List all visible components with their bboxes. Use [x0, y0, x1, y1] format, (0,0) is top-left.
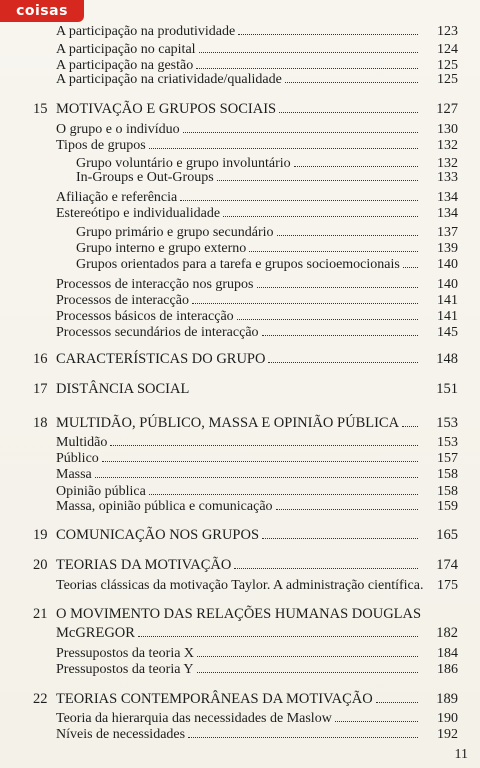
dot-leader — [234, 567, 418, 569]
toc-page-number: 141 — [437, 293, 458, 308]
toc-entry-title: Níveis de necessidades — [56, 727, 186, 742]
dot-leader — [276, 508, 418, 510]
toc-entry-title: Grupos orientados para a tarefa e grupos socioemocionais — [76, 257, 400, 272]
dot-leader — [197, 655, 418, 657]
dot-leader — [403, 266, 418, 268]
dot-leader — [192, 302, 418, 304]
dot-leader — [335, 720, 418, 722]
toc-entry-title: Multidão — [56, 435, 108, 450]
toc-entry-row — [76, 253, 458, 273]
toc-page-number: 148 — [436, 351, 458, 367]
toc-entry-title: Processos de interacção nos grupos — [56, 277, 254, 292]
toc-page-number: 132 — [437, 156, 458, 171]
dot-leader — [238, 33, 418, 35]
toc-entry-title: Grupo primário e grupo secundário — [76, 225, 274, 240]
chapter-number: 22 — [33, 691, 48, 707]
toc-page-number: 134 — [437, 190, 458, 205]
toc-page-number: 141 — [437, 309, 458, 324]
toc-page-number: 158 — [437, 467, 458, 482]
toc-entry-title: TEORIAS DA MOTIVAÇÃO — [56, 557, 232, 573]
dot-leader — [262, 334, 418, 336]
toc-entry-title: Teoria da hierarquia das necessidades de Maslow — [56, 711, 332, 726]
dot-leader — [268, 361, 418, 363]
toc-entry-title: MOTIVAÇÃO E GRUPOS SOCIAIS — [56, 101, 277, 117]
toc-entry-row — [56, 20, 458, 40]
toc-entry-title: Grupo interno e grupo externo — [76, 241, 247, 256]
toc-entry-row — [76, 166, 458, 186]
toc-page-number: 184 — [437, 646, 458, 661]
toc-chapter-row — [33, 603, 422, 623]
toc-entry-row — [56, 495, 458, 515]
toc-entry-title: A participação na produtividade — [56, 24, 236, 39]
toc-page-number: 123 — [437, 24, 458, 39]
toc-chapter-row — [33, 98, 458, 118]
toc-entry-title: A participação no capital — [56, 42, 196, 57]
toc-entry-row — [56, 723, 458, 743]
dot-leader — [285, 81, 418, 83]
toc-page-number: 139 — [437, 241, 458, 256]
toc-entry-row — [56, 574, 458, 594]
dot-leader — [279, 111, 418, 113]
chapter-number: 17 — [33, 381, 48, 397]
chapter-number: 16 — [33, 351, 48, 367]
toc-entry-title: Processos básicos de interacção — [56, 309, 234, 324]
toc-page-number: 165 — [436, 527, 458, 543]
dot-leader — [188, 736, 418, 738]
toc-page-number: 190 — [437, 711, 458, 726]
chapter-number: 18 — [33, 415, 48, 431]
toc-page-number: 132 — [437, 138, 458, 153]
toc-entry-title: In-Groups e Out-Groups — [76, 170, 214, 185]
dot-leader — [262, 537, 418, 539]
chapter-number: 21 — [33, 606, 48, 622]
toc-entry-title: Pressupostos da teoria X — [56, 646, 195, 661]
dot-leader — [376, 701, 418, 703]
toc-page-number: 174 — [436, 557, 458, 573]
toc-entry-title: Afiliação e referência — [56, 190, 178, 205]
toc-page-number: 159 — [437, 499, 458, 514]
toc-page-number: 130 — [437, 122, 458, 137]
toc-entry-title: Processos de interacção — [56, 293, 189, 308]
toc-page-number: 125 — [437, 58, 458, 73]
toc-page-number: 157 — [437, 451, 458, 466]
toc-entry-title: Processos secundários de interacção — [56, 325, 259, 340]
toc-entry-title: Teorias clássicas da motivação Taylor. A administração científica. — [56, 578, 424, 593]
toc-page-number: 153 — [436, 415, 458, 431]
dot-leader — [180, 199, 418, 201]
toc-entry-title: COMUNICAÇÃO NOS GRUPOS — [56, 527, 260, 543]
toc-page-number: 127 — [436, 101, 458, 117]
toc-page-number: 182 — [436, 625, 458, 641]
toc-chapter-row — [33, 378, 458, 398]
toc-entry-title: O grupo e o indivíduo — [56, 122, 180, 137]
toc-page-number: 125 — [437, 72, 458, 87]
toc-page-number: 186 — [437, 662, 458, 677]
toc-chapter-row — [33, 554, 458, 574]
dot-leader — [223, 215, 418, 217]
toc-chapter-row — [33, 412, 458, 432]
dot-leader — [95, 476, 418, 478]
page-number: 11 — [454, 747, 468, 762]
dot-leader — [402, 425, 418, 427]
dot-leader — [149, 147, 418, 149]
toc-entry-title: Massa, opinião pública e comunicação — [56, 499, 273, 514]
toc-page-number: 158 — [437, 484, 458, 499]
toc-page-number: 140 — [437, 277, 458, 292]
toc-entry-row — [56, 321, 458, 341]
dot-leader — [197, 671, 418, 673]
dot-leader — [199, 51, 418, 53]
toc-entry-row — [56, 68, 458, 88]
dot-leader — [249, 250, 418, 252]
toc-entry-title: Público — [56, 451, 99, 466]
toc-page-number: 151 — [436, 381, 458, 397]
toc-chapter-row — [33, 348, 458, 368]
toc-page-number: 175 — [437, 578, 458, 593]
toc-chapter-row — [33, 524, 458, 544]
toc-page-number: 153 — [437, 435, 458, 450]
toc-entry-title: A participação na gestão — [56, 58, 194, 73]
toc-entry-title: DISTÂNCIA SOCIAL — [56, 381, 190, 397]
toc-entry-row — [56, 134, 458, 154]
toc-entry-title: McGREGOR — [56, 625, 135, 641]
toc-entry-title: A participação na criatividade/qualidade — [56, 72, 282, 87]
toc-entry-title: Estereótipo e individualidade — [56, 206, 221, 221]
toc-page-number: 134 — [437, 206, 458, 221]
dot-leader — [257, 286, 418, 288]
toc-page-number: 124 — [437, 42, 458, 57]
dot-leader — [138, 635, 418, 637]
toc-entry-title: Tipos de grupos — [56, 138, 146, 153]
toc-page-number: 137 — [437, 225, 458, 240]
toc-entry-title: CARACTERÍSTICAS DO GRUPO — [56, 351, 266, 367]
toc-entry-title: Grupo voluntário e grupo involuntário — [76, 156, 291, 171]
toc-entry-title: Pressupostos da teoria Y — [56, 662, 194, 677]
toc-page-number: 140 — [437, 257, 458, 272]
toc-page-number: 133 — [437, 170, 458, 185]
dot-leader — [237, 318, 418, 320]
toc-entry-title: O MOVIMENTO DAS RELAÇÕES HUMANAS DOUGLAS — [56, 606, 422, 622]
site-watermark-badge: coisas — [0, 0, 84, 22]
dot-leader — [277, 234, 419, 236]
toc-page-number: 145 — [437, 325, 458, 340]
dot-leader — [110, 444, 418, 446]
toc-entry-title: Opinião pública — [56, 484, 146, 499]
dot-leader — [102, 460, 418, 462]
toc-chapter-row — [33, 688, 458, 708]
toc-entry-row — [56, 658, 458, 678]
dot-leader — [217, 179, 418, 181]
toc-entry-title: TEORIAS CONTEMPORÂNEAS DA MOTIVAÇÃO — [56, 691, 373, 707]
toc-entry-title: Massa — [56, 467, 92, 482]
dot-leader — [183, 131, 418, 133]
toc-page-number: 189 — [436, 691, 458, 707]
chapter-number: 15 — [33, 101, 48, 117]
chapter-number: 19 — [33, 527, 48, 543]
toc-entry-title: MULTIDÃO, PÚBLICO, MASSA E OPINIÃO PÚBLICA — [56, 415, 400, 431]
toc-entry-row — [56, 202, 458, 222]
toc-chapter-row — [56, 622, 458, 642]
toc-page-number: 192 — [437, 727, 458, 742]
chapter-number: 20 — [33, 557, 48, 573]
